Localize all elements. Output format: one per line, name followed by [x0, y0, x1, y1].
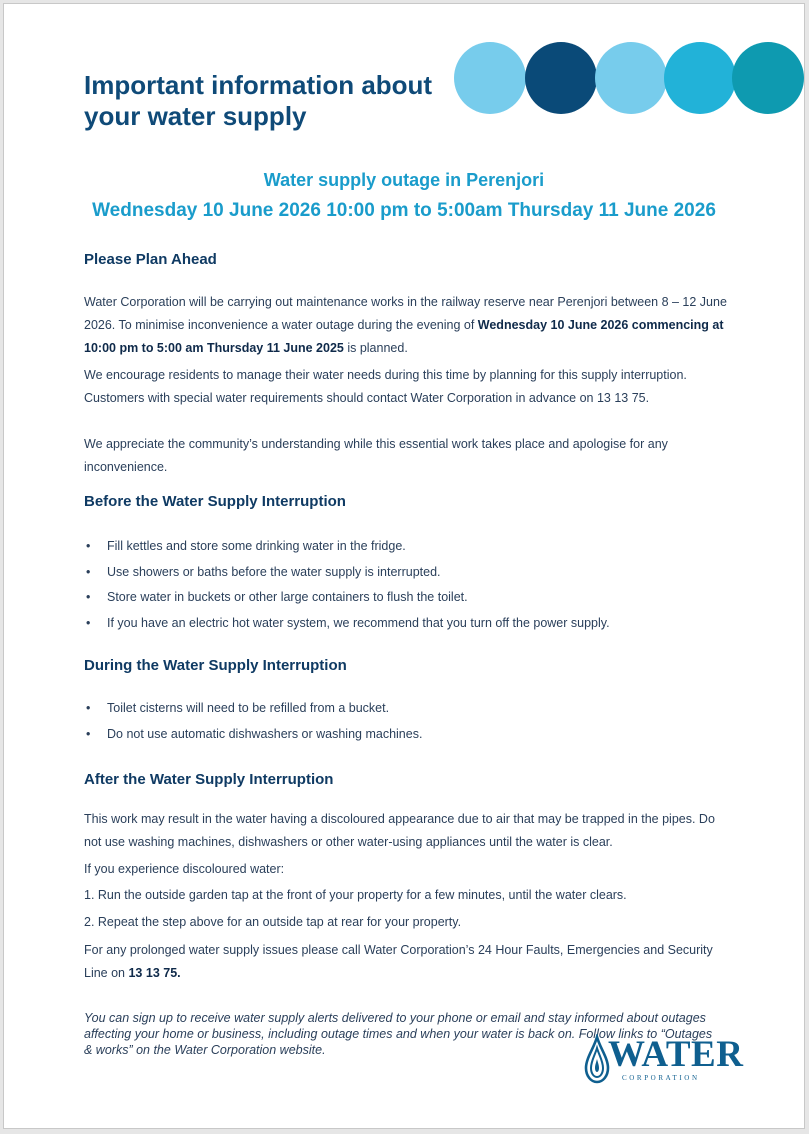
list-item: • Toilet cisterns will need to be refilled from a bucket. — [84, 696, 422, 722]
list-item: • Fill kettles and store some drinking water in the fridge. — [84, 534, 610, 560]
plan-paragraph-3: We appreciate the community’s understanding while this essential work takes place and apologise for any inconvenience. — [84, 437, 668, 474]
after-paragraph-1: This work may result in the water having a discoloured appearance due to air that may be trapped in the pipes. Do not use washing machines, dishwashers or other water-using appliances until the water is clear. — [84, 812, 715, 849]
after-step-2: 2. Repeat the step above for an outside tap at rear for your property. — [84, 915, 462, 929]
plan-paragraph-1 — [84, 291, 729, 360]
heading-before: Before the Water Supply Interruption — [84, 493, 346, 510]
heading-after: After the Water Supply Interruption — [84, 771, 334, 788]
list-item: • Store water in buckets or other large containers to flush the toilet. — [84, 585, 610, 611]
after-step-1: 1. Run the outside garden tap at the front of your property for a few minutes, until the water clears. — [84, 888, 627, 902]
plan-p1-end: is planned. — [343, 341, 408, 355]
logo-subtitle: CORPORATION — [622, 1074, 700, 1082]
logo-word: WATER — [608, 1034, 744, 1075]
circle-5 — [732, 42, 804, 114]
title-line-1: Important information about — [84, 70, 433, 100]
water-corporation-logo — [582, 1034, 744, 1086]
outage-title: Water supply outage in Perenjori — [263, 170, 545, 190]
list-item: • If you have an electric hot water system, we recommend that you turn off the power supply. — [84, 611, 610, 637]
before-list — [84, 534, 610, 636]
title-line-2: your water supply — [84, 101, 307, 131]
list-item: • Use showers or baths before the water supply is interrupted. — [84, 560, 610, 586]
plan-p1-bold: Wednesday 10 June 2026 commencing at 10:00 pm to 5:00 am Thursday 11 June 2025 — [84, 318, 724, 355]
circle-4 — [664, 42, 736, 114]
after-paragraph-5 — [84, 939, 729, 985]
circle-2 — [525, 42, 597, 114]
heading-plan-ahead: Please Plan Ahead — [84, 251, 217, 268]
after-p5-text: For any prolonged water supply issues please call Water Corporation’s 24 Hour Faults, Emergencies and Security Line on — [84, 943, 713, 980]
circle-3 — [595, 42, 667, 114]
plan-p1-text: Water Corporation will be carrying out maintenance works in the railway reserve near Perenjori between 8 – 12 June 2026. To minimise inconvenience a water outage during the evening of — [84, 295, 727, 332]
during-list — [84, 696, 422, 747]
heading-during: During the Water Supply Interruption — [84, 657, 347, 674]
page-title — [84, 70, 432, 132]
document-page — [3, 3, 805, 1129]
plan-paragraph-2: We encourage residents to manage their water needs during this time by planning for this supply interruption. Customers with special water requirements should contact Water Corporation in advance on 13 13 75. — [84, 368, 687, 405]
list-item: • Do not use automatic dishwashers or washing machines. — [84, 722, 422, 748]
outage-dates: Wednesday 10 June 2026 10:00 pm to 5:00am Thursday 11 June 2026 — [92, 200, 716, 221]
circle-1 — [454, 42, 526, 114]
after-p5-phone: 13 13 75. — [128, 966, 181, 980]
alerts-note: You can sign up to receive water supply alerts delivered to your phone or email and stay informed about outages affecting your home or business, including outage times and when your water is back on. Follow links to “Outages & works” on the Water Corporation website. — [84, 1011, 713, 1057]
after-paragraph-2: If you experience discoloured water: — [84, 862, 285, 876]
